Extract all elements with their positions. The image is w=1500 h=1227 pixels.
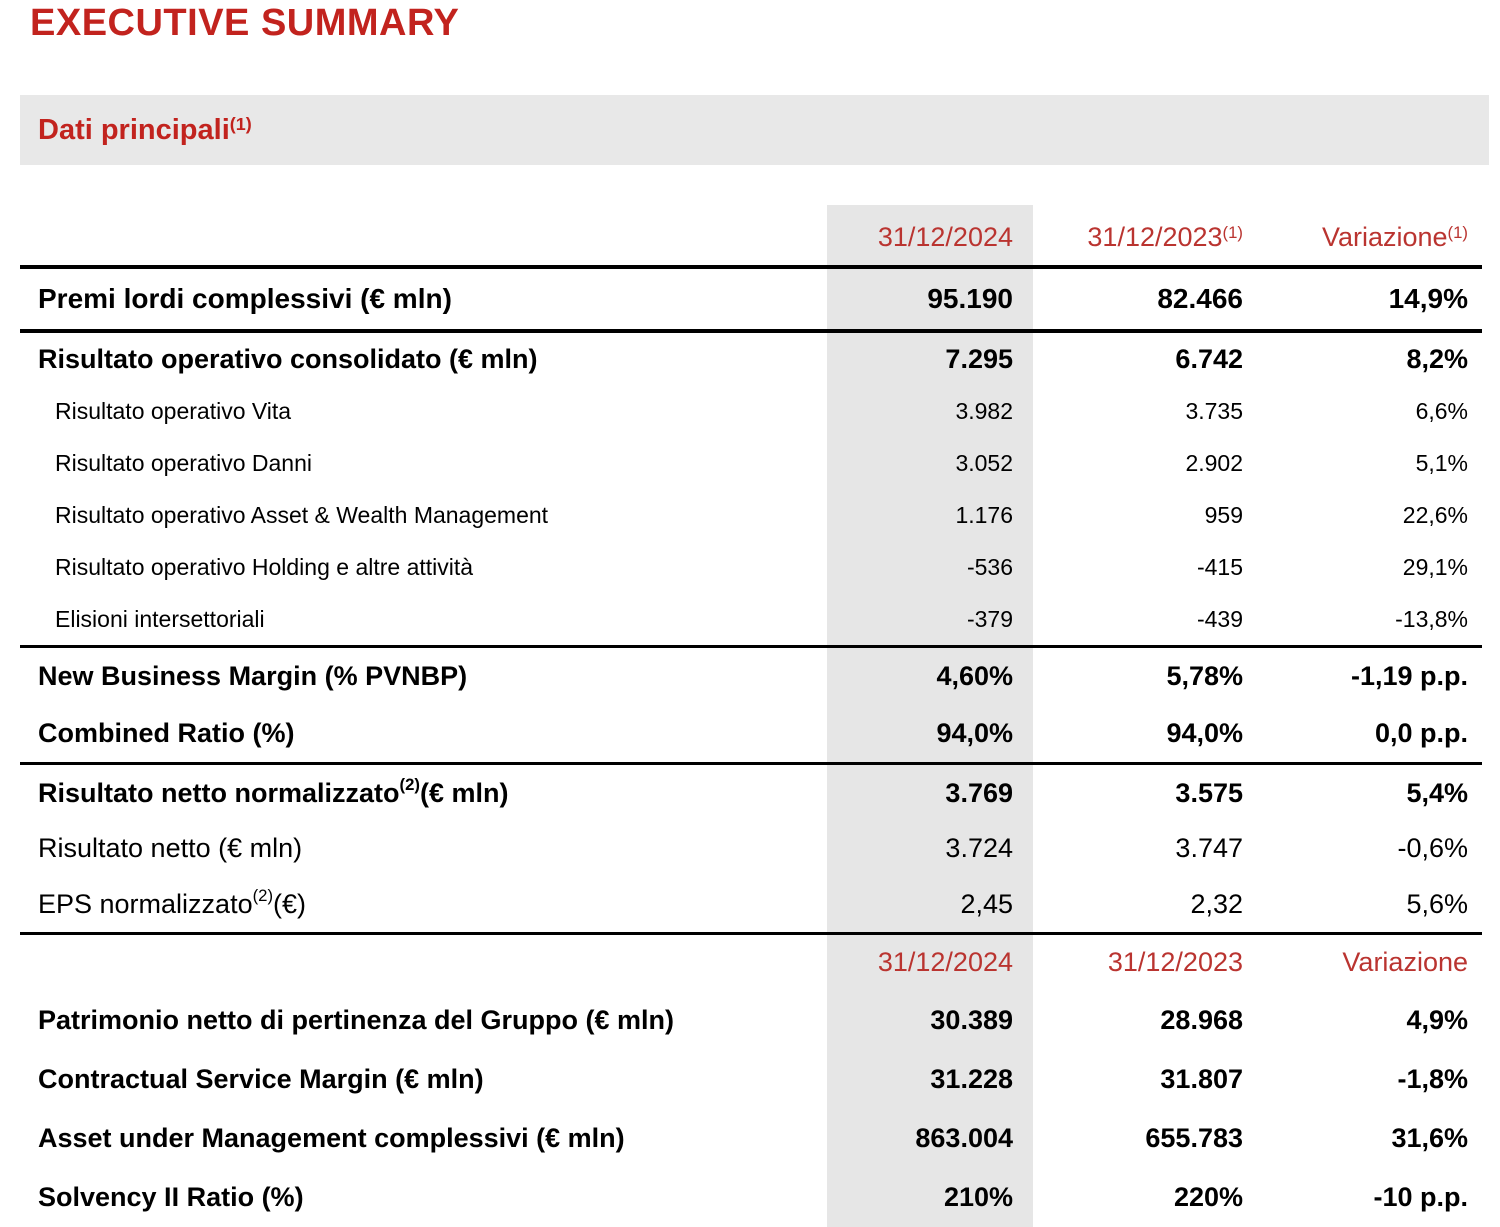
value-2024: 2,45: [827, 876, 1033, 932]
table-header-row: [20, 205, 1482, 265]
row-label-suffix: (€ mln): [419, 777, 509, 808]
row-label: Risultato operativo Asset & Wealth Management: [55, 501, 549, 528]
page-title: EXECUTIVE SUMMARY: [30, 2, 460, 44]
column-header-2024: [827, 205, 1033, 265]
header-spacer: [20, 935, 827, 990]
value-2023: 220%: [1173, 1182, 1243, 1212]
table-row: [20, 1168, 1482, 1227]
value-variation: 0,0 p.p.: [1374, 718, 1468, 748]
key-figures-table: [20, 205, 1482, 1227]
value-variation: -1,8%: [1397, 1064, 1468, 1094]
value-2024: 3.724: [827, 821, 1033, 876]
row-label: [20, 876, 827, 932]
value-2023: 3.575: [1175, 777, 1243, 808]
table-row: [20, 541, 1482, 593]
value-variation: -1,19 p.p.: [1350, 661, 1468, 691]
value-2023: 94,0%: [1166, 718, 1243, 748]
value-2024: 4,60%: [827, 648, 1033, 705]
value-2023: 2.902: [1185, 449, 1243, 476]
column-header-2023: [1033, 935, 1253, 990]
value-variation: -13,8%: [1395, 605, 1468, 632]
value-2023: 2,32: [1190, 888, 1243, 919]
column-header-2024-label: 31/12/2024: [877, 222, 1013, 252]
row-label: Contractual Service Margin (€ mln): [38, 1064, 484, 1094]
value-variation: 22,6%: [1402, 501, 1468, 528]
row-label: Solvency II Ratio (%): [38, 1182, 304, 1212]
row-label: Elisioni intersettoriali: [55, 605, 265, 632]
column-header-variation: [1253, 205, 1482, 265]
table-row: [20, 269, 1482, 329]
value-2023: 31.807: [1160, 1064, 1243, 1094]
column-header-variation: [1253, 935, 1482, 990]
value-2023: -439: [1196, 605, 1243, 632]
row-label: Risultato operativo Holding e altre attività: [55, 553, 474, 580]
value-2023: 28.968: [1160, 1004, 1243, 1035]
section-heading-footnote: (1): [229, 114, 252, 135]
table-row: [20, 821, 1482, 876]
value-2023: -415: [1196, 553, 1243, 580]
column-header-variation-label: Variazione: [1342, 947, 1468, 977]
column-header-2024-label: 31/12/2024: [877, 947, 1013, 977]
row-label: New Business Margin (% PVNBP): [38, 661, 468, 691]
value-2024: 30.389: [827, 990, 1033, 1050]
value-variation: 6,6%: [1415, 397, 1468, 424]
value-2023: 82.466: [1157, 283, 1243, 314]
value-variation: 5,4%: [1406, 777, 1468, 808]
value-2024: 3.052: [827, 437, 1033, 489]
table-row: [20, 705, 1482, 762]
row-label: Combined Ratio (%): [38, 718, 295, 748]
column-header-2023-label: 31/12/2023: [1107, 947, 1243, 977]
value-variation: 5,6%: [1406, 888, 1468, 919]
table-row: [20, 990, 1482, 1050]
section-heading: [38, 114, 252, 147]
column-header-variation-label: Variazione$^{(1)}$: [1321, 222, 1468, 252]
row-label: Asset under Management complessivi (€ mln): [38, 1123, 625, 1153]
value-variation: 8,2%: [1406, 343, 1468, 374]
value-2023: 3.747: [1175, 833, 1243, 863]
row-label-text: Risultato netto normalizzato: [38, 777, 400, 808]
row-label-suffix: (€): [273, 888, 307, 919]
value-variation: -0,6%: [1397, 833, 1468, 863]
value-2023: 3.735: [1185, 397, 1243, 424]
section-banner: [20, 95, 1489, 165]
column-header-2024: [827, 935, 1033, 990]
value-2024: -536: [827, 541, 1033, 593]
value-2024: 3.982: [827, 385, 1033, 437]
table-row: [20, 1109, 1482, 1168]
value-2023: 655.783: [1145, 1123, 1243, 1153]
value-2024: 94,0%: [827, 705, 1033, 762]
value-variation: 5,1%: [1415, 449, 1468, 476]
value-variation: 14,9%: [1388, 283, 1468, 314]
row-label: [20, 765, 827, 821]
table-row: [20, 1050, 1482, 1109]
table-row: [20, 437, 1482, 489]
value-2024: 31.228: [827, 1050, 1033, 1109]
value-2024: 3.769: [827, 765, 1033, 821]
row-label-text: EPS normalizzato: [38, 888, 253, 919]
row-label: Premi lordi complessivi (€ mln): [38, 283, 452, 314]
column-header-2023: [1033, 205, 1253, 265]
value-variation: 29,1%: [1402, 553, 1468, 580]
table-row: [20, 489, 1482, 541]
value-2024: 1.176: [827, 489, 1033, 541]
row-label-footnote: (2): [252, 886, 274, 906]
row-label-footnote: (2): [399, 775, 420, 795]
value-2023: 959: [1204, 501, 1243, 528]
value-2024: -379: [827, 593, 1033, 645]
row-label: Risultato netto (€ mln): [38, 833, 303, 863]
row-label: Risultato operativo Danni: [55, 449, 312, 476]
column-header-2023-footnote: (1): [1222, 223, 1243, 243]
value-2024: 863.004: [827, 1109, 1033, 1168]
row-label: Risultato operativo Vita: [55, 397, 292, 424]
table-row: [20, 765, 1482, 821]
value-variation: 31,6%: [1391, 1123, 1468, 1153]
value-variation: 4,9%: [1406, 1004, 1468, 1035]
column-header-variation-footnote: (1): [1447, 223, 1468, 243]
header-spacer: [20, 205, 827, 265]
column-header-2023-label: 31/12/2023$^{(1)}$: [1087, 222, 1243, 252]
value-2024: 95.190: [827, 269, 1033, 329]
table-row: [20, 876, 1482, 932]
table-row: [20, 648, 1482, 705]
section-heading-text: Dati principali: [38, 113, 230, 146]
value-2023: 6.742: [1175, 343, 1243, 374]
table-header-row: [20, 935, 1482, 990]
value-variation: -10 p.p.: [1373, 1182, 1468, 1212]
value-2024: 7.295: [827, 333, 1033, 385]
row-label: Risultato operativo consolidato (€ mln): [38, 343, 538, 374]
value-2024: 210%: [827, 1168, 1033, 1227]
table-row: [20, 385, 1482, 437]
table-row: [20, 593, 1482, 645]
value-2023: 5,78%: [1166, 661, 1243, 691]
table-row: [20, 333, 1482, 385]
row-label: Patrimonio netto di pertinenza del Gruppo (€ mln): [38, 1004, 675, 1035]
